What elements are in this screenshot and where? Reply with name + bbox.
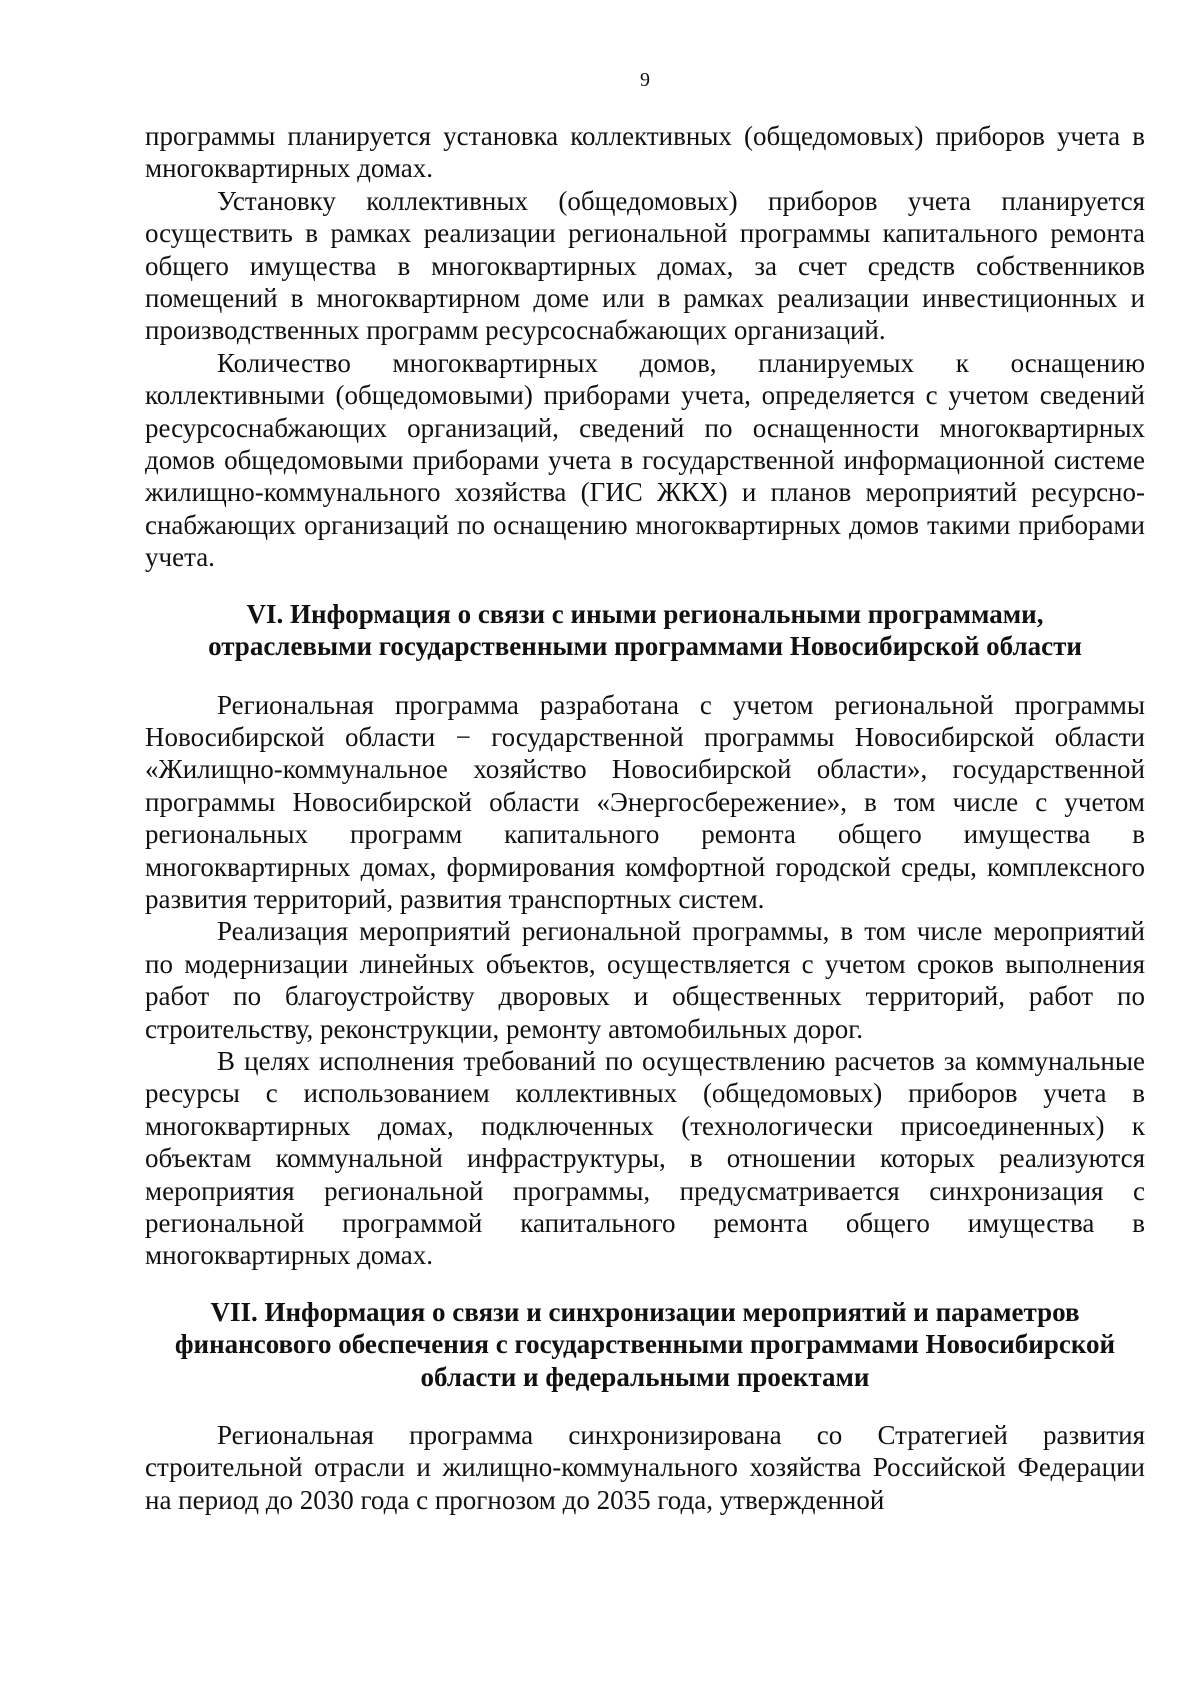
- heading-line: отраслевыми государственными программами Новосибирской области: [208, 631, 1082, 662]
- document-body: [145, 120, 1145, 1516]
- spacer: [145, 1393, 1145, 1419]
- heading-line: области и федеральными проектами: [420, 1361, 870, 1392]
- page-number: 9: [640, 69, 650, 91]
- paragraph-7: Региональная программа синхронизирована со Стратегией развития строительной отрасли и жилищно-коммунального хозяйства Российской Федерации на период до 2030 года с прогнозом до 2035 года, утвержденной: [145, 1420, 1145, 1515]
- paragraph-5: Реализация мероприятий региональной программы, в том числе мероприятий по модернизации линейных объектов, осуществляется с учетом сроков выполнения работ по благоустройству дворовых и общественных территорий, работ по строительству, реконструкции, ремонту автомобильных дорог.: [145, 916, 1145, 1044]
- paragraph-1: программы планируется установка коллективных (общедомовых) приборов учета в многоквартирных домах.: [145, 121, 1145, 184]
- paragraph-6: В целях исполнения требований по осуществлению расчетов за коммунальные ресурсы с использованием коллективных (общедомовых) приборов учета в многоквартирных домах, подключенных (технологически присоединенных) к объектам коммунальной инфраструктуры, в отношении которых реализуются мероприятия региональной программы, предусматривается синхронизация с региональной программой капитального ремонта общего имущества в многоквартирных домах.: [145, 1045, 1145, 1271]
- section-heading-vi: [145, 598, 1145, 663]
- paragraph-2: Установку коллективных (общедомовых) приборов учета планируется осуществить в рамках реализации региональной программы капитального ремонта общего имущества в многоквартирных домах, за счет средств собственников помещений в многоквартирном доме или в рамках реализации инвестиционных и производственных программ ресурсоснабжающих организаций.: [145, 185, 1145, 346]
- paragraph-4: Региональная программа разработана с учетом региональной программы Новосибирской области − государственной программы Новосибирской области «Жилищно-коммунальное хозяйство Новосибирской области», государственной программы Новосибирской области «Энергосбережение», в том числе с учетом региональных программ капитального ремонта общего имущества в многоквартирных домах, формирования комфортной городской среды, комплексного развития территорий, развития транспортных систем.: [145, 689, 1145, 914]
- heading-line: финансового обеспечения с государственными программами Новосибирской: [174, 1329, 1116, 1360]
- spacer: [145, 663, 1145, 689]
- heading-line: VII. Информация о связи и синхронизации мероприятий и параметров: [210, 1296, 1080, 1327]
- heading-line: VI. Информация о связи с иными региональными программами,: [246, 598, 1044, 629]
- spacer: [145, 1272, 1145, 1296]
- paragraph-3: Количество многоквартирных домов, планируемых к оснащению коллективными (общедомовыми) приборами учета, определяется с учетом сведений ресурсоснабжающих организаций, сведений по оснащенности многоквартирных домов общедомовыми приборами учета в государственной информационной системе жилищно-коммунального хозяйства (ГИС ЖКХ) и планов мероприятий ресурсно-снабжающих организаций по оснащению многоквартирных домов такими приборами учета.: [145, 347, 1145, 573]
- section-heading-vii: [145, 1296, 1145, 1393]
- spacer: [145, 574, 1145, 598]
